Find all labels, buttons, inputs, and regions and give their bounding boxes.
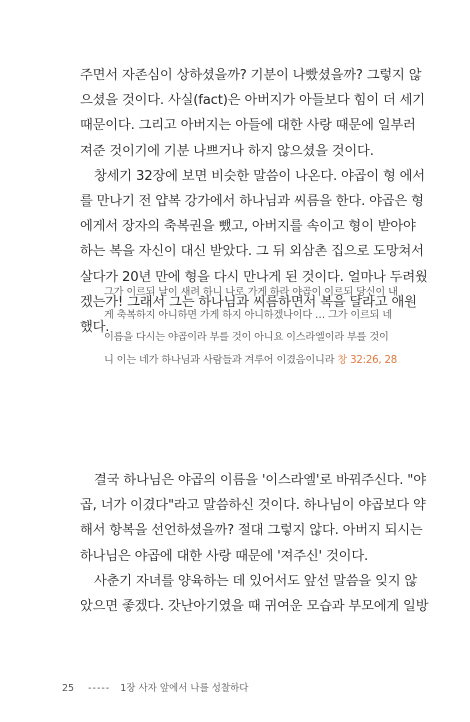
text-line: 겠는가! 그래서 그는 하나님과 씨름하면서 복을 달라고 애원: [80, 294, 417, 310]
quote-line-text: 니 이는 네가 하나님과 사람들과 겨루어 이겼음이니라: [104, 354, 335, 366]
body-text-bottom: [80, 468, 429, 619]
text-line: 결국 하나님은 야곱의 이름을 '이스라엘'로 바꿔주신다. "야: [94, 473, 426, 488]
text-line: 했다.: [80, 320, 110, 336]
text-line: 곱, 너가 이겼다"라고 말씀하신 것이다. 하나님이 야곱보다 약: [80, 498, 426, 514]
paragraph: [80, 468, 426, 569]
text-line: 를 만나기 전 얍복 강가에서 하나님과 씨름을 한다. 야곱은 형: [80, 194, 424, 210]
footer-dashes: -----: [88, 683, 111, 694]
text-line: 하는 복을 자신이 대신 받았다. 그 뒤 외삼촌 집으로 도망쳐서: [80, 244, 424, 260]
page-number: 25: [62, 683, 75, 694]
paragraph: [80, 569, 429, 619]
text-line: 사춘기 자녀를 양육하는 데 있어서도 앞선 말씀을 잊지 않: [94, 573, 418, 589]
scripture-quote: [104, 282, 404, 372]
text-line: 창세기 32장에 보면 비슷한 말씀이 나온다. 야곱이 형 에서: [94, 168, 425, 184]
page-footer: [62, 680, 248, 694]
text-line: 하나님은 야곱에 대한 사랑 때문에 '져주신' 것이다.: [80, 548, 368, 564]
chapter-title: 1장 사자 앞에서 나를 성찰하다: [120, 683, 249, 694]
scripture-reference: 창 32:26, 28: [337, 354, 398, 366]
text-line: 해서 항복을 선언하셨을까? 절대 그렇지 않다. 아버지 되시는: [80, 523, 423, 539]
text-line: 때문이다. 그리고 아버지는 아들에 대한 사랑 때문에 일부러: [80, 118, 416, 134]
text-line: 살다가 20년 만에 형을 다시 만나게 된 것이다. 얼마나 두려웠: [80, 269, 428, 285]
quote-line: 게 축복하지 아니하면 가게 하지 아니하겠나이다 … 그가 이르되 네: [104, 309, 392, 321]
quote-line: [104, 350, 404, 373]
text-line: 에게서 장자의 축복권을 뺐고, 아버지를 속이고 형이 받아야: [80, 219, 416, 235]
quote-line: 그가 이르되 날이 새려 하니 나로 가게 하라 야곱이 이르되 당신이 내: [104, 287, 398, 298]
quote-line: 이름을 다시는 야곱이라 부를 것이 아니요 이스라엘이라 부를 것이: [104, 332, 389, 343]
text-line: 주면서 자존심이 상하셨을까? 기분이 나빴셨을까? 그렇지 않: [80, 68, 422, 83]
paragraph: [80, 63, 425, 164]
text-line: 으셨을 것이다. 사실(fact)은 아버지가 아들보다 힘이 더 세기: [80, 93, 425, 109]
text-line: 져준 것이기에 기분 나쁘거나 하지 않으셨을 것이다.: [80, 143, 374, 159]
text-line: 았으면 좋겠다. 갓난아기였을 때 귀여운 모습과 부모에게 일방: [80, 599, 429, 615]
